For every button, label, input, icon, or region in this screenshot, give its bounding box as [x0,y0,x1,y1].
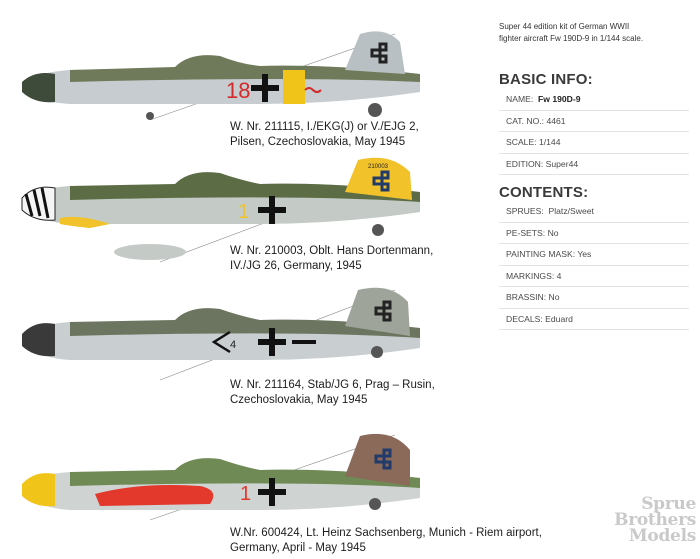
caption-line-1: W. Nr. 211164, Stab/JG 6, Prag – Rusin, [230,379,435,391]
tail-wheel [372,224,384,236]
contents-label: PE-SETS: [506,227,546,238]
drop-tank [114,244,186,260]
spinner [22,73,55,102]
caption-line-2: Czechoslovakia, May 1945 [230,394,368,406]
info-row-edition [499,154,689,176]
contents-row-pe-sets [499,223,689,245]
contents-value: Eduard [545,313,573,324]
tail-fin [345,31,405,74]
profile-4-caption [230,526,560,556]
watermark-line-1: Sprue [641,494,696,514]
profile-2-caption [230,244,560,274]
info-value: 1/144 [538,137,561,147]
info-row-name [499,89,689,111]
fuselage-number: 1 [240,483,252,505]
profile-3-caption [230,378,560,408]
info-value: Super44 [545,158,579,169]
tail-wheel [371,346,383,358]
caption-line-1: W. Nr. 211115, I./EKG(J) or V./EJG 2, [230,121,419,133]
contents-label: SPRUES: [506,206,544,216]
watermark-logo [596,496,696,544]
caption-line-2: Pilsen, Czechoslovakia, May 1945 [230,136,406,148]
spinner [22,473,55,506]
contents-value: Yes [577,249,592,259]
main-wheel [146,112,154,120]
tail-wheel [369,498,381,510]
basic-info-title: BASIC INFO: [499,71,593,88]
contents-title: CONTENTS: [499,184,589,201]
contents-value: Platz/Sweet [548,206,594,216]
contents-label: BRASSIN: [506,292,547,302]
contents-row-sprues [499,201,689,223]
intro-line-2: fighter aircraft Fw 190D-9 in 1/144 scale. [499,34,644,43]
contents-value: No [548,292,560,302]
info-value: Fw 190D-9 [538,94,581,104]
caption-line-2: Germany, April - May 1945 [230,542,366,554]
aircraft-profile-3 [0,280,420,390]
fuselage-band [283,70,305,104]
watermark-line-3: Models [628,526,696,546]
intro-text [499,21,695,45]
info-value: 4461 [546,115,566,126]
intro-line-1: Super 44 edition kit of German WWII [499,22,630,31]
contents-value: No [547,227,559,238]
aircraft-profile-4 [0,420,420,530]
contents-label: PAINTING MASK: [506,249,576,259]
spinner [22,323,55,356]
info-label: NAME: [506,94,534,104]
info-label: EDITION: [506,158,544,169]
contents-row-brassin [499,287,689,309]
profile-1-caption [230,120,560,150]
contents-label: DECALS: [506,313,543,324]
watermark-line-2: Brothers [614,510,696,530]
info-label: SCALE: [506,137,537,147]
fuselage-number: 4 [230,339,237,351]
info-label: CAT. NO.: [506,115,545,126]
contents-value: 4 [556,270,562,281]
caption-line-2: IV./JG 26, Germany, 1945 [230,260,362,272]
caption-line-1: W. Nr. 210003, Oblt. Hans Dortenmann, [230,245,434,257]
tail-wheel [368,103,382,117]
contents-label: MARKINGS: [506,270,555,281]
fuselage-number: 1 [238,201,250,223]
fuselage-bar-marking [292,340,316,344]
contents-row-decals [499,309,689,331]
aircraft-profile-1 [0,12,420,122]
tail-code: 210003 [368,164,389,170]
caption-line-1: W.Nr. 600424, Lt. Heinz Sachsenberg, Munich - Riem airport, [230,527,542,539]
fuselage-number: 18 [226,78,251,103]
